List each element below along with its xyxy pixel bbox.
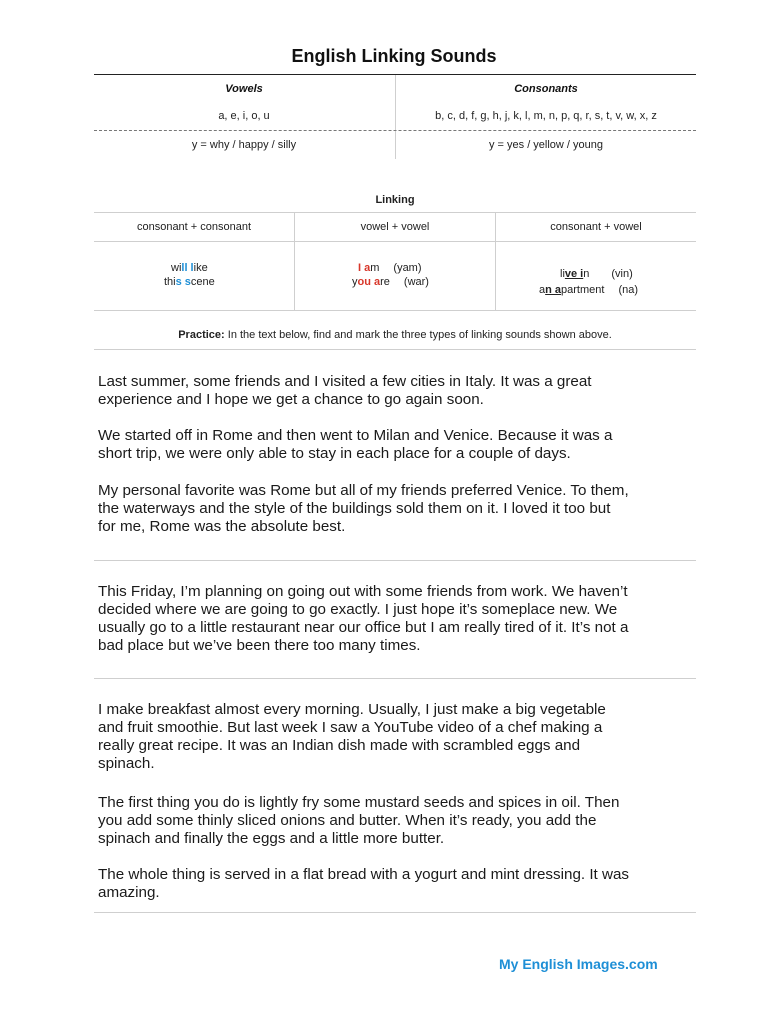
passage-paragraph: Last summer, some friends and I visited a few cities in Italy. It was a great experience and I hope we get a chance to go again soon. — [98, 373, 592, 408]
brand-link[interactable]: My English Images.com — [499, 956, 658, 972]
linked-letters: s s — [175, 276, 191, 288]
passage-paragraph: The first thing you do is lightly fry some mustard seeds and spices in oil. Then you add some thinly sliced onions and butter. When it’s ready, you add the spinach and finally the eggs and a little more butter. — [98, 794, 620, 847]
example-text: n — [583, 268, 590, 280]
practice-label: Practice: — [178, 329, 225, 341]
passage-paragraph: We started off in Rome and then went to Milan and Venice. Because it was a short trip, we were only able to stay in each place for a couple of days. — [98, 427, 613, 462]
practice-instruction — [94, 329, 696, 341]
linking-top-rule — [94, 212, 696, 213]
passage-paragraph: The whole thing is served in a flat bread with a yogurt and mint dressing. It was amazing. — [98, 866, 629, 901]
pronunciation-note: (na) — [618, 284, 639, 296]
pronunciation-note: (war) — [403, 276, 429, 288]
page-title: English Linking Sounds — [291, 46, 497, 66]
practice-text: In the text below, find and mark the three types of linking sounds shown above. — [224, 329, 612, 341]
col-consonant-vowel: consonant + vowel — [550, 221, 642, 233]
section-rule-2 — [94, 560, 696, 561]
linked-letters: ve i — [564, 268, 584, 280]
vowels-header: Vowels — [225, 83, 263, 95]
consonants-y-note: y = yes / yellow / young — [488, 139, 604, 151]
example-text: a — [539, 284, 546, 296]
example-text: m — [370, 262, 380, 274]
passage-paragraph: This Friday, I’m planning on going out with some friends from work. We haven’t decided where we are going to go exactly. I just hope it’s someplace new. We usually go to a little restaurant near our office but I am really tired of it. It’s not a bad place but we’ve been there too many times. — [98, 583, 629, 654]
example-text: partment — [561, 284, 605, 296]
example-text: re — [380, 276, 390, 288]
example-this-scene — [164, 276, 215, 288]
vowels-list: a, e, i, o, u — [218, 110, 270, 122]
col-vowel-vowel: vowel + vowel — [360, 221, 430, 233]
example-text: thi — [164, 276, 176, 288]
pronunciation-note: (vin) — [611, 268, 633, 280]
section-rule-4 — [94, 912, 696, 913]
pronunciation-note: (yam) — [393, 262, 422, 274]
passage-paragraph: I make breakfast almost every morning. Usually, I just make a big vegetable and fruit smoothie. But last week I saw a YouTube video of a chef making a really great recipe. It was an Indian dish made with scrambled eggs and spinach. — [98, 701, 606, 772]
consonants-header: Consonants — [514, 83, 578, 95]
example-will-like — [171, 262, 208, 274]
sounds-dashed-divider — [94, 130, 696, 131]
example-live-in — [560, 268, 633, 280]
linking-bottom-rule — [94, 310, 696, 311]
example-text: ike — [193, 262, 208, 274]
section-rule-3 — [94, 678, 696, 679]
linking-header: Linking — [375, 194, 415, 206]
example-an-apartment — [539, 284, 638, 296]
col-consonant-consonant: consonant + consonant — [136, 221, 252, 233]
linking-header-rule — [94, 241, 696, 242]
linked-letters: I a — [358, 262, 371, 274]
example-text: cene — [190, 276, 215, 288]
vowels-y-note: y = why / happy / silly — [191, 139, 297, 151]
passage-paragraph: My personal favorite was Rome but all of my friends preferred Venice. To them, the waterways and the style of the buildings sold them on it. I loved it too but for me, Rome was the absolute best. — [98, 482, 629, 535]
example-you-are — [352, 276, 429, 288]
linked-letters: ll l — [181, 262, 194, 274]
example-i-am — [358, 262, 422, 274]
linked-letters: n a — [545, 284, 562, 296]
example-text: y — [352, 276, 358, 288]
example-text: wi — [171, 262, 182, 274]
section-rule-1 — [94, 349, 696, 350]
linked-letters: ou a — [357, 276, 381, 288]
example-text: li — [560, 268, 565, 280]
consonants-list: b, c, d, f, g, h, j, k, l, m, n, p, q, r, s, t, v, w, x, z — [435, 110, 657, 122]
